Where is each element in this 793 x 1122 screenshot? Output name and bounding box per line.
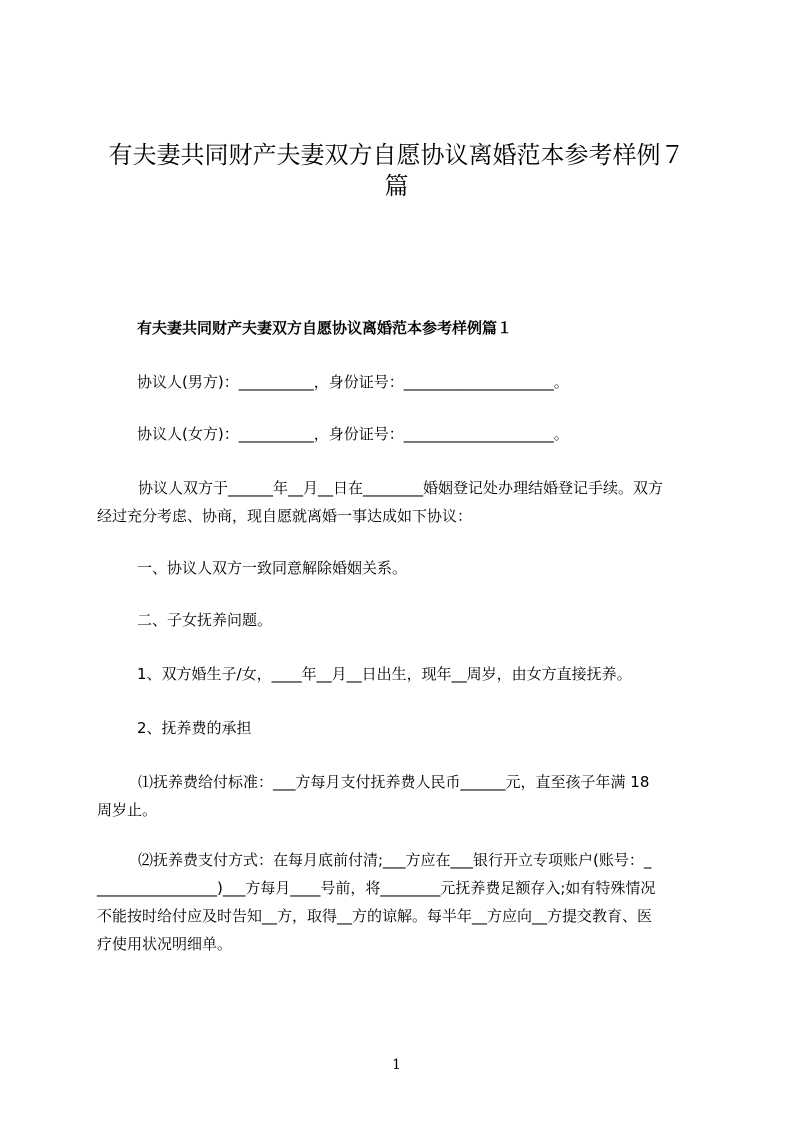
party-male-line: 协议人(男方)：__________，身份证号：____________________。 <box>137 373 569 391</box>
document-title-line-2: 篇 <box>384 172 409 200</box>
item-1: 1、双方婚生子/女，____年__月__日出生，现年__周岁，由女方直接抚养。 <box>137 665 632 683</box>
section-heading: 有夫妻共同财产夫妻双方自愿协议离婚范本参考样例篇１ <box>137 319 513 337</box>
sub-item-1 <box>97 768 707 824</box>
intro-paragraph-line-2: 经过充分考虑、协商，现自愿就离婚一事达成如下协议： <box>97 507 473 525</box>
intro-paragraph-line-1: 协议人双方于______年__月__日在________婚姻登记处办理结婚登记手续。双方 <box>138 479 664 497</box>
page-number: 1 <box>392 1057 401 1073</box>
document-title-line-1: 有夫妻共同财产夫妻双方自愿协议离婚范本参考样例７ <box>108 141 685 169</box>
sub-item-1-line-1: ⑴抚养费给付标准：___方每月支付抚养费人民币______元，直至孩子年满 18 <box>138 773 650 791</box>
sub-item-2-line-1: ⑵抚养费支付方式：在每月底前付清;___方应在___银行开立专项账户(账号：_ <box>138 851 652 869</box>
clause-2: 二、子女抚养问题。 <box>137 611 273 629</box>
clause-1: 一、协议人双方一致同意解除婚姻关系。 <box>137 559 408 577</box>
party-female-line: 协议人(女方)：__________，身份证号：____________________。 <box>137 425 569 443</box>
sub-item-2-line-4: 疗使用状况明细单。 <box>97 935 233 953</box>
document-title <box>100 140 693 202</box>
sub-item-2 <box>97 846 707 958</box>
sub-item-2-line-3: 不能按时给付应及时告知__方，取得__方的谅解。每半年__方应向__方提交教育、医 <box>97 907 653 925</box>
intro-paragraph <box>97 474 707 530</box>
sub-item-1-line-2: 周岁止。 <box>97 801 158 819</box>
sub-item-2-line-2: ________________)___方每月____号前，将________元抚养费足额存入;如有特殊情况 <box>97 879 656 897</box>
item-2: 2、抚养费的承担 <box>137 719 252 737</box>
